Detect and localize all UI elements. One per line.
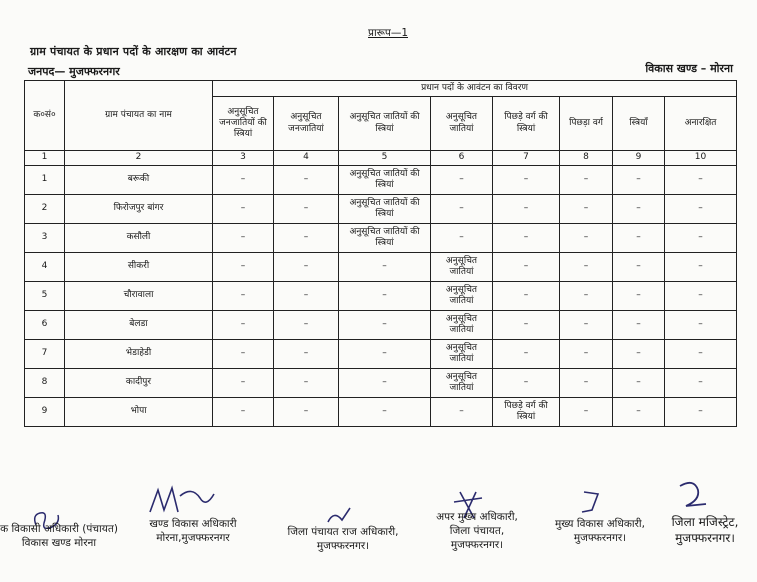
cell-empty-dash: – bbox=[493, 282, 560, 311]
cell-empty-dash: – bbox=[613, 253, 665, 282]
cell-gp-name: कादीपुर bbox=[65, 369, 213, 398]
cell-gp-name: सीकरी bbox=[65, 253, 213, 282]
cell-empty-dash: – bbox=[493, 224, 560, 253]
cell-serial: 3 bbox=[25, 224, 65, 253]
cell-serial: 4 bbox=[25, 253, 65, 282]
cell-empty-dash: – bbox=[493, 340, 560, 369]
header-category-7: स्त्रियाँ bbox=[613, 97, 665, 151]
cell-empty-dash: – bbox=[493, 369, 560, 398]
header-serial: क०सं० bbox=[25, 81, 65, 151]
cell-empty-dash: – bbox=[613, 369, 665, 398]
cell-empty-dash: – bbox=[431, 224, 493, 253]
cell-serial: 8 bbox=[25, 369, 65, 398]
cell-empty-dash: – bbox=[560, 224, 613, 253]
signature-5-line1: मुख्य विकास अधिकारी, bbox=[555, 518, 645, 530]
block-label: विकास खण्ड – मोरना bbox=[645, 62, 733, 75]
cell-empty-dash: – bbox=[431, 398, 493, 427]
table-row bbox=[25, 282, 737, 311]
cell-empty-dash: – bbox=[613, 398, 665, 427]
table-row bbox=[25, 398, 737, 427]
cell-empty-dash: – bbox=[665, 369, 737, 398]
cell-gp-name: चौरावाला bbox=[65, 282, 213, 311]
cell-gp-name: बेलडा bbox=[65, 311, 213, 340]
cell-empty-dash: – bbox=[213, 340, 274, 369]
cell-empty-dash: – bbox=[613, 282, 665, 311]
cell-empty-dash: – bbox=[339, 340, 431, 369]
signature-4-line3: मुजफ्फरनगर। bbox=[450, 539, 504, 552]
cell-empty-dash: – bbox=[213, 195, 274, 224]
column-number-6: 6 bbox=[431, 151, 493, 166]
signature-block-5 bbox=[540, 517, 660, 545]
cell-empty-dash: – bbox=[274, 166, 339, 195]
header-category-8: अनारक्षित bbox=[665, 97, 737, 151]
cell-empty-dash: – bbox=[560, 195, 613, 224]
signature-4-line2: जिला पंचायत, bbox=[449, 525, 505, 538]
cell-serial: 9 bbox=[25, 398, 65, 427]
column-number-9: 9 bbox=[613, 151, 665, 166]
table-row bbox=[25, 369, 737, 398]
signature-6-line2: मुजफ्फरनगर। bbox=[675, 531, 735, 546]
column-number-3: 3 bbox=[213, 151, 274, 166]
cell-empty-dash: – bbox=[431, 166, 493, 195]
allocation-table bbox=[24, 80, 737, 427]
cell-gp-name: भेडाहेडी bbox=[65, 340, 213, 369]
signature-6-line1: जिला मजिस्ट्रेट, bbox=[671, 515, 739, 529]
district-label: जनपद— मुजफ्फरनगर bbox=[28, 65, 120, 78]
signature-block-6 bbox=[655, 514, 755, 546]
cell-empty-dash: – bbox=[339, 282, 431, 311]
cell-empty-dash: – bbox=[213, 398, 274, 427]
header-gp-name: ग्राम पंचायत का नाम bbox=[65, 81, 213, 151]
cell-serial: 2 bbox=[25, 195, 65, 224]
cell-empty-dash: – bbox=[213, 369, 274, 398]
cell-category: अनुसूचित जातियां bbox=[431, 253, 493, 282]
cell-empty-dash: – bbox=[339, 369, 431, 398]
cell-category: अनुसूचित जातियां bbox=[431, 340, 493, 369]
cell-category: अनुसूचित जातियों की स्त्रियां bbox=[339, 195, 431, 224]
cell-empty-dash: – bbox=[493, 311, 560, 340]
cell-empty-dash: – bbox=[493, 166, 560, 195]
signature-scribble-5 bbox=[578, 486, 608, 516]
cell-empty-dash: – bbox=[560, 253, 613, 282]
cell-empty-dash: – bbox=[493, 253, 560, 282]
signature-scribble-6 bbox=[672, 476, 712, 512]
cell-category: अनुसूचित जातियां bbox=[431, 311, 493, 340]
signature-3-line1: जिला पंचायत राज अधिकारी, bbox=[287, 526, 399, 538]
signature-scribble-2 bbox=[140, 482, 220, 522]
cell-category: अनुसूचित जातियां bbox=[431, 282, 493, 311]
table-row bbox=[25, 311, 737, 340]
cell-empty-dash: – bbox=[274, 340, 339, 369]
cell-empty-dash: – bbox=[274, 369, 339, 398]
signature-block-1 bbox=[0, 522, 118, 550]
column-number-4: 4 bbox=[274, 151, 339, 166]
cell-empty-dash: – bbox=[613, 195, 665, 224]
signature-block-2 bbox=[128, 517, 258, 545]
column-number-1: 1 bbox=[25, 151, 65, 166]
header-category-5: पिछड़े वर्ग की स्त्रियां bbox=[493, 97, 560, 151]
cell-category: अनुसूचित जातियों की स्त्रियां bbox=[339, 224, 431, 253]
cell-empty-dash: – bbox=[665, 398, 737, 427]
signature-block-4 bbox=[418, 510, 536, 553]
cell-gp-name: भोपा bbox=[65, 398, 213, 427]
table-row bbox=[25, 253, 737, 282]
cell-empty-dash: – bbox=[613, 340, 665, 369]
cell-empty-dash: – bbox=[213, 282, 274, 311]
cell-empty-dash: – bbox=[274, 398, 339, 427]
cell-empty-dash: – bbox=[213, 311, 274, 340]
column-number-7: 7 bbox=[493, 151, 560, 166]
signature-5-line2: मुजफ्फरनगर। bbox=[573, 532, 627, 545]
table-row bbox=[25, 166, 737, 195]
cell-empty-dash: – bbox=[613, 166, 665, 195]
cell-empty-dash: – bbox=[613, 224, 665, 253]
cell-empty-dash: – bbox=[613, 311, 665, 340]
cell-serial: 7 bbox=[25, 340, 65, 369]
cell-empty-dash: – bbox=[560, 340, 613, 369]
form-number: प्रारूप—1 bbox=[368, 27, 408, 39]
signature-block-3 bbox=[268, 525, 418, 553]
cell-empty-dash: – bbox=[560, 282, 613, 311]
signature-1-line2: विकास खण्ड मोरना bbox=[21, 537, 97, 550]
table-row bbox=[25, 224, 737, 253]
header-category-3: अनुसूचित जातियों की स्त्रियां bbox=[339, 97, 431, 151]
cell-empty-dash: – bbox=[560, 398, 613, 427]
cell-empty-dash: – bbox=[665, 166, 737, 195]
cell-empty-dash: – bbox=[560, 166, 613, 195]
signature-2-line2: मोरना,मुजफ्फरनगर bbox=[156, 532, 230, 545]
header-allocation-group: प्रधान पदों के आवंटन का विवरण bbox=[213, 81, 737, 97]
cell-empty-dash: – bbox=[274, 195, 339, 224]
cell-empty-dash: – bbox=[665, 253, 737, 282]
signature-3-line2: मुजफ्फरनगर। bbox=[316, 540, 370, 553]
cell-gp-name: बरूकी bbox=[65, 166, 213, 195]
cell-category: अनुसूचित जातियों की स्त्रियां bbox=[339, 166, 431, 195]
signature-1-line1: क विकासी अधिकारी (पंचायत) bbox=[0, 523, 118, 535]
cell-empty-dash: – bbox=[665, 340, 737, 369]
cell-empty-dash: – bbox=[339, 311, 431, 340]
cell-empty-dash: – bbox=[213, 224, 274, 253]
cell-gp-name: फिरोजपुर बांगर bbox=[65, 195, 213, 224]
column-number-5: 5 bbox=[339, 151, 431, 166]
cell-empty-dash: – bbox=[274, 282, 339, 311]
cell-empty-dash: – bbox=[665, 311, 737, 340]
cell-empty-dash: – bbox=[274, 311, 339, 340]
cell-empty-dash: – bbox=[560, 311, 613, 340]
cell-category: पिछड़े वर्ग की स्त्रियां bbox=[493, 398, 560, 427]
table-row bbox=[25, 195, 737, 224]
cell-empty-dash: – bbox=[493, 195, 560, 224]
signature-4-line1: अपर मुख्य अधिकारी, bbox=[436, 511, 518, 523]
cell-empty-dash: – bbox=[665, 282, 737, 311]
header-category-6: पिछड़ा वर्ग bbox=[560, 97, 613, 151]
cell-serial: 1 bbox=[25, 166, 65, 195]
table-row bbox=[25, 340, 737, 369]
cell-empty-dash: – bbox=[339, 398, 431, 427]
cell-empty-dash: – bbox=[665, 224, 737, 253]
header-category-2: अनुसूचित जनजातियां bbox=[274, 97, 339, 151]
cell-empty-dash: – bbox=[665, 195, 737, 224]
header-category-1: अनुसूचित जनजातियों की स्त्रियां bbox=[213, 97, 274, 151]
column-number-8: 8 bbox=[560, 151, 613, 166]
cell-empty-dash: – bbox=[560, 369, 613, 398]
cell-empty-dash: – bbox=[274, 224, 339, 253]
column-number-10: 10 bbox=[665, 151, 737, 166]
cell-empty-dash: – bbox=[274, 253, 339, 282]
signature-2-line1: खण्ड विकास अधिकारी bbox=[149, 518, 237, 530]
cell-serial: 5 bbox=[25, 282, 65, 311]
cell-serial: 6 bbox=[25, 311, 65, 340]
document-title: ग्राम पंचायत के प्रधान पदों के आरक्षण का आवंटन bbox=[30, 45, 237, 58]
cell-empty-dash: – bbox=[213, 253, 274, 282]
cell-empty-dash: – bbox=[339, 253, 431, 282]
cell-gp-name: कसौली bbox=[65, 224, 213, 253]
column-number-2: 2 bbox=[65, 151, 213, 166]
cell-category: अनुसूचित जातियां bbox=[431, 369, 493, 398]
cell-empty-dash: – bbox=[213, 166, 274, 195]
header-category-4: अनुसूचित जातियां bbox=[431, 97, 493, 151]
cell-empty-dash: – bbox=[431, 195, 493, 224]
